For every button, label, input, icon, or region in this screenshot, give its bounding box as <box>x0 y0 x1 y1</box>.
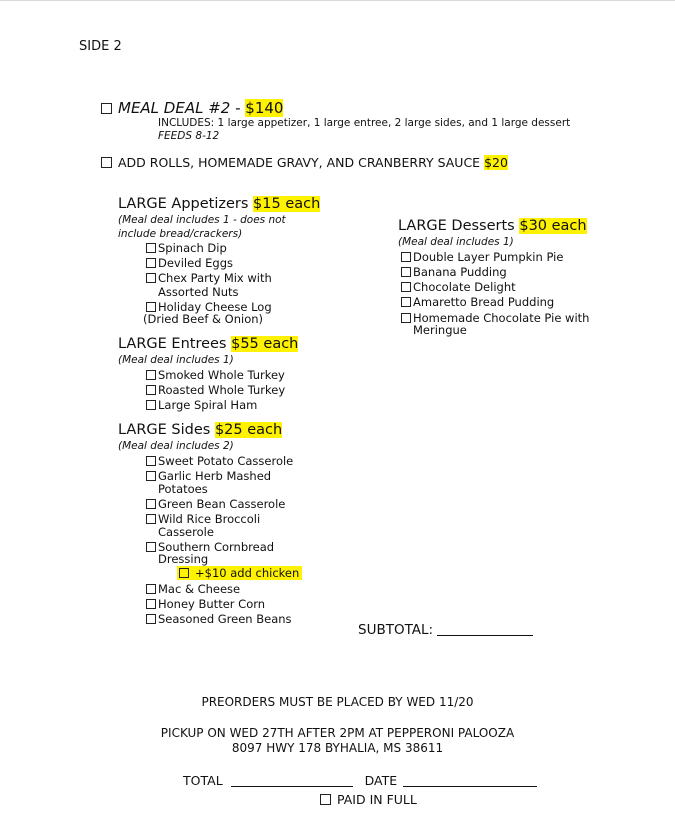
total-date-row <box>183 773 537 788</box>
checkbox[interactable] <box>146 385 156 395</box>
dessert-item-chocolate-pie-line2: Meringue <box>413 323 467 337</box>
dessert-item-amaretto-pudding[interactable]: Amaretto Bread Pudding <box>401 295 554 310</box>
appetizers-note-line2: include bread/crackers) <box>118 228 243 240</box>
dessert-item-chocolate-pie[interactable]: Homemade Chocolate Pie with <box>401 311 589 326</box>
checkbox[interactable] <box>146 584 156 594</box>
side-label: SIDE 2 <box>79 39 122 54</box>
entrees-title-text: LARGE Entrees <box>118 336 227 352</box>
subtotal-label: SUBTOTAL: <box>358 622 434 638</box>
appetizers-title-text: LARGE Appetizers <box>118 196 249 212</box>
checkbox[interactable] <box>401 282 411 292</box>
total-label: TOTAL <box>183 773 223 788</box>
meal-deal-feeds: FEEDS 8-12 <box>158 130 220 142</box>
pickup-line1: PICKUP ON WED 27TH AFTER 2PM AT PEPPERONI PALOOZA <box>160 726 515 740</box>
appetizer-item-cheese-log-line2: (Dried Beef & Onion) <box>143 312 264 326</box>
sides-title-text: LARGE Sides <box>118 422 211 438</box>
checkbox[interactable] <box>146 471 156 481</box>
side-item-cornbread-dressing[interactable]: Southern Cornbread <box>146 540 274 555</box>
meal-deal-includes: INCLUDES: 1 large appetizer, 1 large entree, 2 large sides, and 1 large dessert <box>158 117 571 129</box>
side-item-cornbread-dressing-line2: Dressing <box>158 552 209 566</box>
appetizers-title <box>118 196 320 212</box>
entrees-title <box>118 336 298 352</box>
appetizers-price: $15 each <box>253 196 321 212</box>
appetizer-item-deviled-eggs[interactable]: Deviled Eggs <box>146 256 233 271</box>
add-chicken-option[interactable] <box>177 566 302 581</box>
desserts-note: (Meal deal includes 1) <box>398 236 514 248</box>
desserts-title <box>398 218 587 234</box>
date-label: DATE <box>364 773 398 788</box>
checkbox[interactable] <box>401 252 411 262</box>
entree-item-spiral-ham[interactable]: Large Spiral Ham <box>146 398 257 413</box>
checkbox[interactable] <box>146 599 156 609</box>
checkbox[interactable] <box>146 456 156 466</box>
appetizers-note-line1: (Meal deal includes 1 - does not <box>118 214 286 226</box>
appetizer-item-spinach-dip[interactable]: Spinach Dip <box>146 241 227 256</box>
side-item-wild-rice[interactable]: Wild Rice Broccoli <box>146 512 260 527</box>
paid-in-full-checkbox[interactable] <box>320 794 331 805</box>
checkbox[interactable] <box>401 297 411 307</box>
appetizer-item-cheese-log[interactable]: Holiday Cheese Log <box>146 300 272 315</box>
entrees-note: (Meal deal includes 1) <box>118 354 234 366</box>
add-rolls-price: $20 <box>484 155 508 170</box>
page-top-border <box>0 0 675 1</box>
entrees-price: $55 each <box>231 336 299 352</box>
side-item-mac-cheese[interactable]: Mac & Cheese <box>146 582 240 597</box>
checkbox[interactable] <box>146 499 156 509</box>
checkbox[interactable] <box>146 514 156 524</box>
checkbox[interactable] <box>146 614 156 624</box>
add-rolls-checkbox[interactable] <box>101 157 112 168</box>
checkbox[interactable] <box>146 273 156 283</box>
desserts-price: $30 each <box>519 218 587 234</box>
checkbox[interactable] <box>146 400 156 410</box>
entree-item-smoked-turkey[interactable]: Smoked Whole Turkey <box>146 368 285 383</box>
side-item-mashed-potatoes-line2: Potatoes <box>158 482 208 496</box>
paid-in-full-option[interactable] <box>320 792 417 807</box>
side-item-wild-rice-line2: Casserole <box>158 525 214 539</box>
entree-item-roasted-turkey[interactable]: Roasted Whole Turkey <box>146 383 285 398</box>
appetizer-item-chex-mix-line2: Assorted Nuts <box>158 285 239 299</box>
total-field[interactable] <box>231 786 353 787</box>
sides-note: (Meal deal includes 2) <box>118 440 234 452</box>
side-item-sweet-potato[interactable]: Sweet Potato Casserole <box>146 454 293 469</box>
checkbox[interactable] <box>146 258 156 268</box>
checkbox[interactable] <box>146 302 156 312</box>
meal-deal-checkbox[interactable] <box>101 103 112 114</box>
subtotal-row <box>358 622 533 638</box>
checkbox[interactable] <box>146 542 156 552</box>
side-item-mashed-potatoes[interactable]: Garlic Herb Mashed <box>146 469 271 484</box>
subtotal-field[interactable] <box>437 635 533 636</box>
side-item-green-beans[interactable]: Seasoned Green Beans <box>146 612 292 627</box>
add-chicken-checkbox[interactable] <box>179 568 189 578</box>
date-field[interactable] <box>403 786 537 787</box>
checkbox[interactable] <box>401 313 411 323</box>
add-rolls-label: ADD ROLLS, HOMEMADE GRAVY, AND CRANBERRY SAUCE <box>118 155 481 170</box>
desserts-title-text: LARGE Desserts <box>398 218 515 234</box>
meal-deal-price: $140 <box>245 99 284 117</box>
add-chicken-label: +$10 add chicken <box>195 566 300 580</box>
meal-deal-option[interactable] <box>101 99 283 117</box>
side-item-green-bean-casserole[interactable]: Green Bean Casserole <box>146 497 285 512</box>
sides-title <box>118 422 282 438</box>
paid-in-full-label: PAID IN FULL <box>337 792 417 807</box>
meal-deal-title: MEAL DEAL #2 - <box>118 99 241 117</box>
checkbox[interactable] <box>401 267 411 277</box>
pickup-address: 8097 HWY 178 BYHALIA, MS 38611 <box>231 741 444 755</box>
dessert-item-pumpkin-pie[interactable]: Double Layer Pumpkin Pie <box>401 250 563 265</box>
preorder-notice: PREORDERS MUST BE PLACED BY WED 11/20 <box>201 695 474 709</box>
sides-price: $25 each <box>214 422 283 438</box>
appetizer-item-chex-mix[interactable]: Chex Party Mix with <box>146 271 272 286</box>
dessert-item-chocolate-delight[interactable]: Chocolate Delight <box>401 280 516 295</box>
checkbox[interactable] <box>146 243 156 253</box>
dessert-item-banana-pudding[interactable]: Banana Pudding <box>401 265 507 280</box>
add-rolls-option[interactable] <box>101 155 508 170</box>
checkbox[interactable] <box>146 370 156 380</box>
side-item-honey-corn[interactable]: Honey Butter Corn <box>146 597 265 612</box>
